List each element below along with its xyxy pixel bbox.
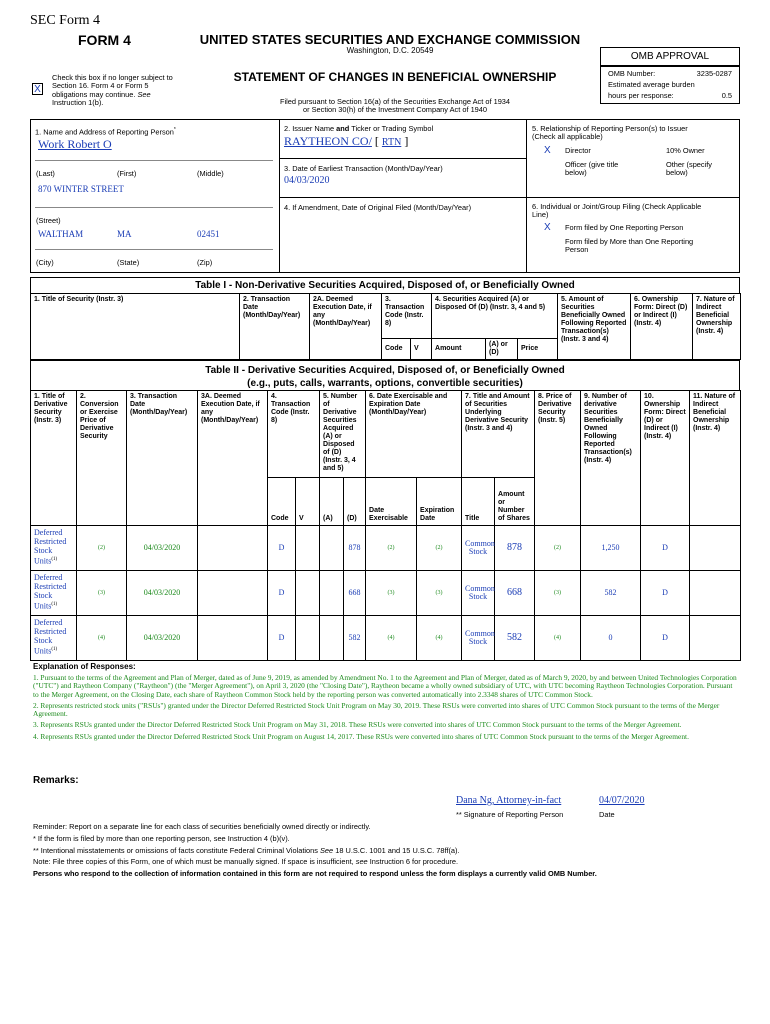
- row-date: 04/03/2020: [127, 571, 198, 616]
- row-code: D: [268, 616, 296, 661]
- row-u-title-1: Common: [465, 584, 495, 593]
- row-title-2: Restricted: [34, 582, 67, 591]
- t1-price: Price: [518, 339, 558, 360]
- row-price: (3): [535, 571, 581, 616]
- filed-pursuant: [200, 98, 590, 115]
- final-notice: Persons who respond to the collection of information contained in this form are not required to respond unless the form displays a currently valid OMB Number.: [33, 869, 597, 878]
- reporting-person-box: [30, 119, 280, 273]
- t2-h6: 6. Date Exercisable and Expiration Date (Month/Day/Year): [366, 391, 462, 478]
- t1-h2: 2. Transaction Date (Month/Day/Year): [240, 294, 310, 360]
- row-d: 668: [344, 571, 366, 616]
- t2-h5: 5. Number of Derivative Securities Acquired (A) or Disposed of (D) (Instr. 3, 4 and 5): [320, 391, 366, 478]
- statement-title: STATEMENT OF CHANGES IN BENEFICIAL OWNERSHIP: [233, 70, 557, 84]
- other-label-1: Other (specify: [666, 160, 713, 169]
- omb-hours-value: 0.5: [721, 91, 732, 100]
- checkbox-text-3b: See: [137, 89, 151, 99]
- signature-label: ** Signature of Reporting Person: [456, 810, 564, 819]
- row-conv: (4): [77, 616, 127, 661]
- agency-city: Washington, D.C. 20549: [346, 46, 434, 55]
- issuer-label-a: 2. Issuer Name: [284, 124, 337, 133]
- t2-h11: 11. Nature of Indirect Beneficial Ownership (Instr. 4): [690, 391, 741, 526]
- row-code: D: [268, 526, 296, 571]
- first-label: (First): [117, 169, 137, 178]
- t1-h2a: 2A. Deemed Execution Date, if any (Month/Day/Year): [310, 294, 382, 360]
- other-label-2: below): [666, 168, 688, 178]
- officer-label-2: below): [565, 168, 587, 178]
- reporting-person-label-text: 1. Name and Address of Reporting Person: [35, 127, 174, 137]
- note-3a: Note: File three copies of this Form, one of which must be manually signed. If space is insufficient,: [33, 857, 356, 866]
- officer-label: [565, 161, 618, 178]
- issuer-name-line: [284, 134, 408, 149]
- row-deemed: [198, 526, 268, 571]
- t2-h4: 4. Transaction Code (Instr. 8): [268, 391, 320, 478]
- issuer-label-c: Ticker or Trading Symbol: [349, 124, 434, 133]
- amendment-label: 4. If Amendment, Date of Original Filed (Month/Day/Year): [284, 203, 472, 212]
- row-u-title-2: Stock: [468, 592, 488, 601]
- ticker-close: ]: [401, 134, 409, 148]
- note-2c: 18 U.S.C. 1001 and 15 U.S.C. 78ff(a).: [333, 846, 460, 855]
- filing-label-2: Line): [532, 210, 549, 219]
- row-code: D: [268, 571, 296, 616]
- row-expiration: (3): [417, 571, 462, 616]
- row-deemed: [198, 616, 268, 661]
- t2-d: (D): [344, 478, 366, 526]
- row-title: [31, 571, 77, 616]
- t2-h8: 8. Price of Derivative Security (Instr. 5): [535, 391, 581, 526]
- table1-title-text: Table I - Non-Derivative Securities Acquired, Disposed of, or Beneficially Owned: [195, 280, 575, 291]
- row-d: 582: [344, 616, 366, 661]
- one-person-label: Form filed by One Reporting Person: [565, 223, 684, 232]
- checkbox-mark: X: [34, 84, 41, 95]
- row-v: [296, 616, 320, 661]
- row-v: [296, 526, 320, 571]
- t2-h3a: 3A. Deemed Execution Date, if any (Month/Day/Year): [198, 391, 268, 526]
- row-d: 878: [344, 526, 366, 571]
- filing-box: [526, 197, 740, 273]
- t2-v: V: [296, 478, 320, 526]
- row-date: 04/03/2020: [127, 616, 198, 661]
- row-title-4: Units: [34, 646, 52, 656]
- earliest-date-label: 3. Date of Earliest Transaction (Month/Day/Year): [284, 164, 443, 173]
- t2-h2: 2. Conversion or Exercise Price of Derivative Security: [77, 391, 127, 526]
- row-u-title-1: Common: [465, 629, 495, 638]
- row-title-1: Deferred: [34, 618, 63, 627]
- omb-details: [600, 66, 740, 104]
- row-title-1: Deferred: [34, 573, 63, 582]
- omb-number-value: 3235-0287: [696, 69, 732, 78]
- reminder: Reminder: Report on a separate line for each class of securities beneficially owned directly or indirectly.: [33, 822, 371, 831]
- row-expiration: (4): [417, 616, 462, 661]
- checkbox-text-2: Section 16. Form 4 or Form 5: [52, 81, 149, 91]
- row-title: [31, 616, 77, 661]
- table-row: [31, 571, 741, 616]
- row-price: (4): [535, 616, 581, 661]
- table-row: [31, 616, 741, 661]
- table1: [30, 293, 741, 360]
- t2-h10: 10. Ownership Form: Direct (D) or Indirect (I) (Instr. 4): [641, 391, 690, 526]
- t2-code: Code: [268, 478, 296, 526]
- t2-h1: 1. Title of Derivative Security (Instr. 3): [31, 391, 77, 526]
- note-3b: see: [355, 857, 368, 866]
- t2-exp: Expiration Date: [417, 478, 462, 526]
- t2-amount-shares: Amount or Number of Shares: [495, 478, 535, 526]
- note-3c: Instruction 6 for procedure.: [367, 857, 459, 866]
- checkbox-text-1: Check this box if no longer subject to: [52, 73, 173, 82]
- checkbox-text-4: Instruction 1(b).: [52, 97, 104, 107]
- more-persons-1: Form filed by More than One Reporting: [565, 237, 694, 246]
- filed-pursuant-1: Filed pursuant to Section 16(a) of the Securities Exchange Act of 1934: [279, 97, 511, 106]
- row-title-4: Units: [34, 601, 52, 611]
- footnote-2: 2. Represents restricted stock units ("RSUs") granted under the Director Deferred Restricted Stock Unit Program on May 30, 2019. These RSUs were converted into shares of UTC Common Stock pursuant to the terms of the Merger Agreement.: [33, 700, 720, 719]
- note-2b: See: [320, 846, 334, 855]
- table2: [30, 390, 741, 661]
- form-title: FORM 4: [78, 32, 131, 48]
- street-value: 870 WINTER STREET: [38, 184, 124, 194]
- table-row: [31, 526, 741, 571]
- earliest-date-value: 04/03/2020: [284, 175, 330, 186]
- row-u-title: [462, 526, 495, 571]
- t1-amount: Amount: [432, 339, 486, 360]
- row-title-2: Restricted: [34, 627, 67, 636]
- table1-title: [30, 277, 740, 294]
- ticker-open: [: [371, 134, 382, 148]
- last-label: (Last): [36, 169, 55, 178]
- issuer-label-b: and: [336, 124, 350, 133]
- signature-date-label: Date: [599, 810, 615, 819]
- footnotes: [33, 674, 739, 741]
- middle-label: (Middle): [197, 169, 224, 178]
- other-label: [666, 161, 712, 178]
- row-u-title: [462, 571, 495, 616]
- footnote-4: 4. Represents RSUs granted under the Director Deferred Restricted Stock Unit Program on August 14, 2017. These RSUs were converted into shares of UTC Common Stock pursuant to the terms of the Merger Agreement.: [33, 731, 689, 741]
- row-form: D: [641, 526, 690, 571]
- row-title-fn: (1): [51, 557, 58, 562]
- row-nature: [690, 571, 741, 616]
- row-title: [31, 526, 77, 571]
- row-u-title: [462, 616, 495, 661]
- agency-title: UNITED STATES SECURITIES AND EXCHANGE COMMISSION: [199, 32, 581, 47]
- row-owned: 582: [581, 571, 641, 616]
- sec-form-label: SEC Form 4: [30, 13, 101, 28]
- street-label: (Street): [36, 216, 61, 225]
- row-form: D: [641, 616, 690, 661]
- relationship-label-2: (Check all applicable): [532, 132, 603, 141]
- row-exercisable: (3): [366, 571, 417, 616]
- row-title-3: Stock: [34, 546, 53, 555]
- row-nature: [690, 616, 741, 661]
- table2-title: [30, 360, 740, 391]
- row-a: [320, 616, 344, 661]
- reporting-person-name[interactable]: Work Robert O: [38, 137, 112, 151]
- row-u-title-2: Stock: [468, 547, 488, 556]
- director-label: Director: [565, 146, 591, 155]
- signature-date: 04/07/2020: [599, 795, 645, 806]
- state-label: (State): [117, 258, 140, 267]
- signature-name[interactable]: Dana Ng, Attorney-in-fact: [456, 795, 562, 806]
- row-u-amount: 582: [495, 616, 535, 661]
- omb-burden-label: Estimated average burden: [608, 80, 695, 89]
- issuer-name[interactable]: RAYTHEON CO/: [284, 134, 372, 148]
- row-conv: (2): [77, 526, 127, 571]
- row-a: [320, 571, 344, 616]
- t1-aord: (A) or (D): [486, 339, 518, 360]
- relationship-label-1: 5. Relationship of Reporting Person(s) to Issuer: [532, 124, 688, 133]
- table2-title-2: (e.g., puts, calls, warrants, options, convertible securities): [247, 378, 523, 389]
- t2-h7: 7. Title and Amount of Securities Underlying Derivative Security (Instr. 3 and 4): [462, 391, 535, 478]
- t1-h6: 6. Ownership Form: Direct (D) or Indirect (I) (Instr. 4): [631, 294, 693, 360]
- row-title-2: Restricted: [34, 537, 67, 546]
- checkbox-text-3a: obligations may continue.: [52, 89, 138, 99]
- footnote-3: 3. Represents RSUs granted under the Director Deferred Restricted Stock Unit Program on May 31, 2018. These RSUs were converted into shares of UTC Common Stock pursuant to the terms of the Merger Agreement.: [33, 720, 682, 730]
- row-title-3: Stock: [34, 591, 53, 600]
- row-owned: 1,250: [581, 526, 641, 571]
- officer-label-1: Officer (give title: [565, 160, 619, 169]
- note-3: [33, 858, 458, 866]
- t1-h5: 5. Amount of Securities Beneficially Owned Following Reported Transaction(s) (Instr. 3 and 4): [558, 294, 631, 360]
- note-2a: ** Intentional misstatements or omissions of facts constitute Federal Criminal Violations: [33, 846, 320, 855]
- t1-v: V: [411, 339, 432, 360]
- omb-hours-label: hours per response:: [608, 91, 674, 100]
- more-persons-label: [565, 238, 693, 255]
- row-title-fn: (1): [51, 602, 58, 607]
- city-label: (City): [36, 258, 54, 267]
- t2-h9: 9. Number of derivative Securities Beneficially Owned Following Reported Transaction(s) (Instr. 4): [581, 391, 641, 526]
- row-v: [296, 571, 320, 616]
- issuer-label: [284, 125, 433, 133]
- city-value: WALTHAM: [38, 229, 84, 239]
- row-price: (2): [535, 526, 581, 571]
- row-exercisable: (2): [366, 526, 417, 571]
- row-u-title-1: Common: [465, 539, 495, 548]
- table2-title-1: Table II - Derivative Securities Acquired, Disposed of, or Beneficially Owned: [205, 365, 565, 376]
- row-owned: 0: [581, 616, 641, 661]
- row-title-3: Stock: [34, 636, 53, 645]
- row-a: [320, 526, 344, 571]
- issuer-ticker[interactable]: RTN: [381, 137, 402, 148]
- note-2: [33, 847, 460, 855]
- no-longer-subject-text: [52, 74, 192, 107]
- ten-pct-label: 10% Owner: [666, 146, 705, 155]
- row-u-title-2: Stock: [468, 637, 488, 646]
- zip-value: 02451: [197, 229, 220, 239]
- omb-approval-title: [600, 47, 740, 66]
- row-expiration: (2): [417, 526, 462, 571]
- note-1: * If the form is filed by more than one reporting person, see Instruction 4 (b)(v).: [33, 834, 290, 843]
- row-u-amount: 668: [495, 571, 535, 616]
- earliest-transaction-box: [279, 158, 527, 198]
- no-longer-subject-checkbox[interactable]: [32, 83, 43, 95]
- one-person-check[interactable]: X: [544, 222, 551, 233]
- t1-h4: 4. Securities Acquired (A) or Disposed Of (D) (Instr. 3, 4 and 5): [432, 294, 558, 339]
- relationship-box: [526, 119, 740, 198]
- row-title-4: Units: [34, 556, 52, 566]
- t1-code: Code: [382, 339, 411, 360]
- director-check[interactable]: X: [544, 145, 551, 156]
- t1-h7: 7. Nature of Indirect Beneficial Ownership (Instr. 4): [693, 294, 741, 360]
- t2-date-ex: Date Exercisable: [366, 478, 417, 526]
- omb-title-text: OMB APPROVAL: [630, 51, 710, 62]
- t1-h3: 3. Transaction Code (Instr. 8): [382, 294, 432, 339]
- explanation-title: Explanation of Responses:: [33, 662, 136, 671]
- footnote-1: 1. Pursuant to the terms of the Agreement and Plan of Merger, dated as of June 9, 2019, as amended by Amendment No. 1 to the Agreement and Plan of Merger, dated as of March 9, 2020, by and between United Technologies Corporation ("UTC") and Raytheon Company ("Raytheon") (the "Merger Agreement"), on April 3, 2020 (the "Closing Date"), Raytheon became a wholly owned subsidiary of UTC, with UTC becoming Raytheon Technologies Corporation. Pursuant to the Merger Agreement, on the Closing Date, each share of Raytheon Common Stock held by the reporting person was converted automatically into 2.3348 shares of UTC Common Stock.: [33, 673, 737, 699]
- row-date: 04/03/2020: [127, 526, 198, 571]
- row-deemed: [198, 571, 268, 616]
- reporting-person-label: [35, 126, 176, 137]
- filing-label-1: 6. Individual or Joint/Group Filing (Check Applicable: [532, 202, 702, 211]
- more-persons-2: Person: [565, 245, 589, 255]
- row-u-amount: 878: [495, 526, 535, 571]
- row-title-fn: (1): [51, 647, 58, 652]
- state-value: MA: [117, 229, 132, 239]
- t1-h1: 1. Title of Security (Instr. 3): [31, 294, 240, 360]
- amendment-box: [279, 197, 527, 273]
- t2-a: (A): [320, 478, 344, 526]
- filed-pursuant-2: or Section 30(h) of the Investment Company Act of 1940: [302, 105, 488, 115]
- remarks-title: Remarks:: [33, 775, 79, 786]
- row-title-1: Deferred: [34, 528, 63, 537]
- reporting-person-label-mark: *: [173, 127, 176, 133]
- t2-h3: 3. Transaction Date (Month/Day/Year): [127, 391, 198, 526]
- t2-title: Title: [462, 478, 495, 526]
- zip-label: (Zip): [197, 258, 213, 267]
- row-nature: [690, 526, 741, 571]
- row-conv: (3): [77, 571, 127, 616]
- issuer-box: [279, 119, 527, 159]
- row-exercisable: (4): [366, 616, 417, 661]
- row-form: D: [641, 571, 690, 616]
- omb-number-label: OMB Number:: [608, 69, 656, 78]
